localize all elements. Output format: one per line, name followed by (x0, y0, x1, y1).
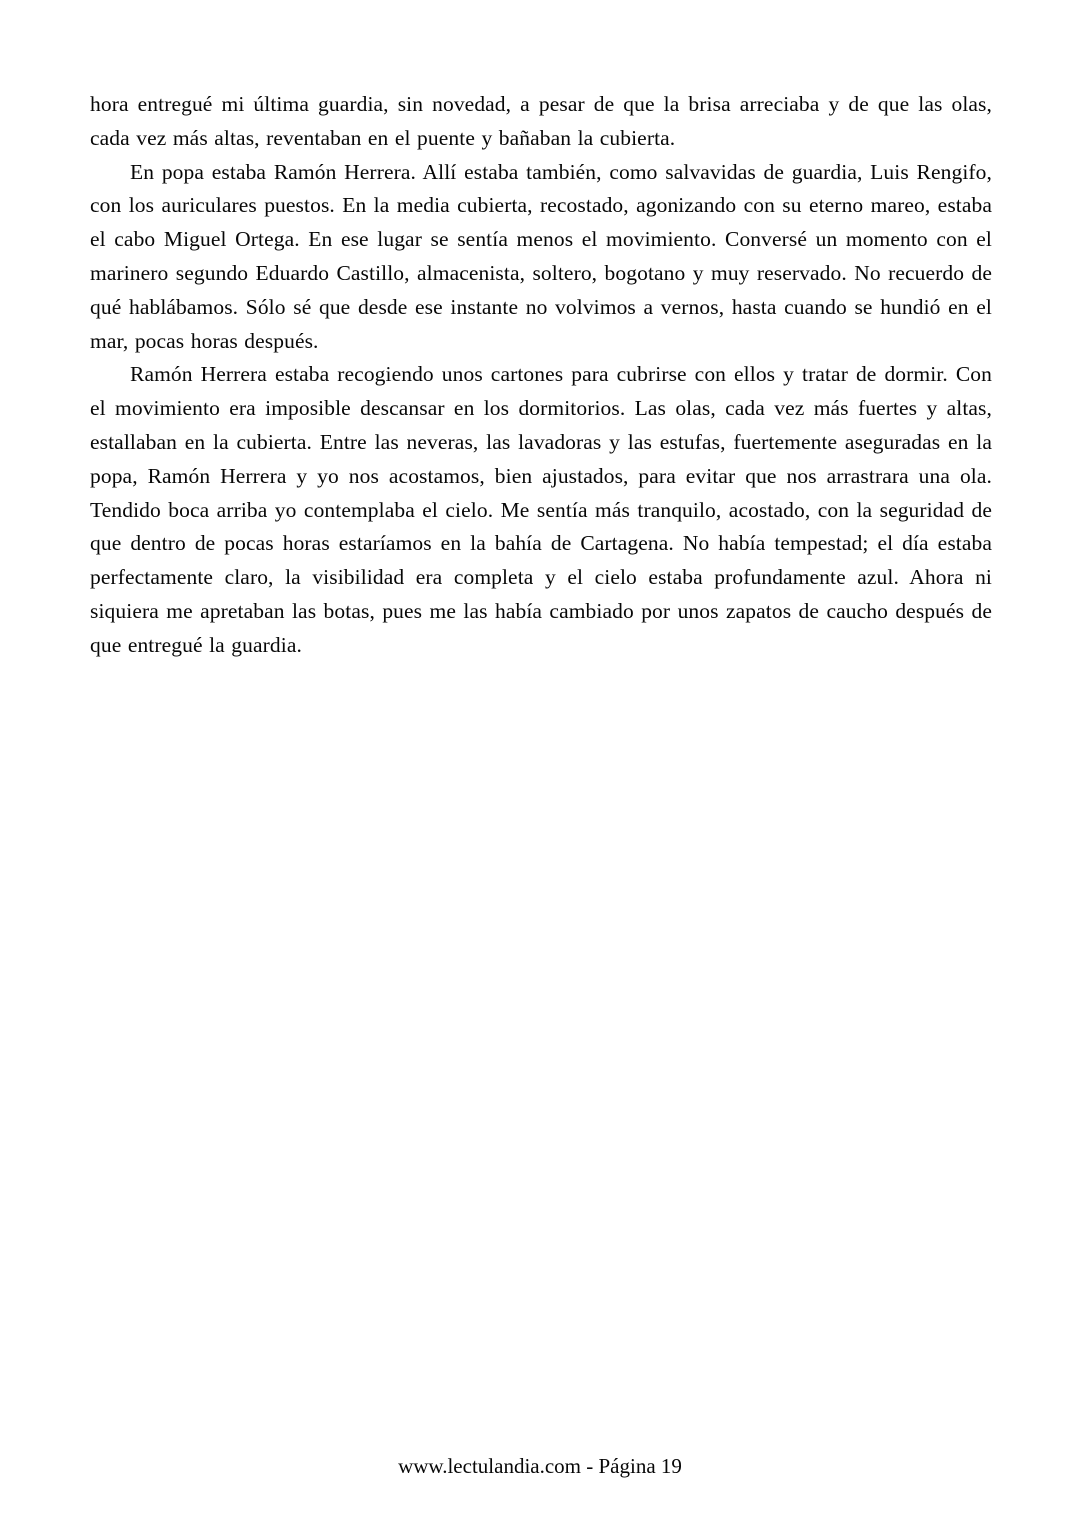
paragraph: En popa estaba Ramón Herrera. Allí estaba también, como salvavidas de guardia, Luis Rengifo, con los auriculares puestos. En la media cubierta, recostado, agonizando con su eterno mareo, estaba el cabo Miguel Ortega. En ese lugar se sentía menos el movimiento. Conversé un momento con el marinero segundo Eduardo Castillo, almacenista, soltero, bogotano y muy reservado. No recuerdo de qué hablábamos. Sólo sé que desde ese instante no volvimos a vernos, hasta cuando se hundió en el mar, pocas horas después. (90, 159, 992, 353)
paragraph: Ramón Herrera estaba recogiendo unos cartones para cubrirse con ellos y tratar de dormir. Con el movimiento era imposible descansar en los dormitorios. Las olas, cada vez más fuertes y altas, estallaban en la cubierta. Entre las neveras, las lavadoras y las estufas, fuertemente aseguradas en la popa, Ramón Herrera y yo nos acostamos, bien ajustados, para evitar que nos arrastrara una ola. Tendido boca arriba yo contemplaba el cielo. Me sentía más tranquilo, acostado, con la seguridad de que dentro de pocas horas estaríamos en la bahía de Cartagena. No había tempestad; el día estaba perfectamente claro, la visibilidad era completa y el cielo estaba profundamente azul. Ahora ni siquiera me apretaban las botas, pues me las había cambiado por unos zapatos de caucho después de que entregué la guardia. (90, 362, 992, 657)
page-footer (0, 1452, 1080, 1480)
page-text-block (90, 88, 992, 663)
footer-source-and-page-number: www.lectulandia.com - Página 19 (398, 1454, 682, 1478)
paragraph-continuation: hora entregué mi última guardia, sin novedad, a pesar de que la brisa arreciaba y de que las olas, cada vez más altas, reventaban en el puente y bañaban la cubierta. (90, 92, 992, 150)
